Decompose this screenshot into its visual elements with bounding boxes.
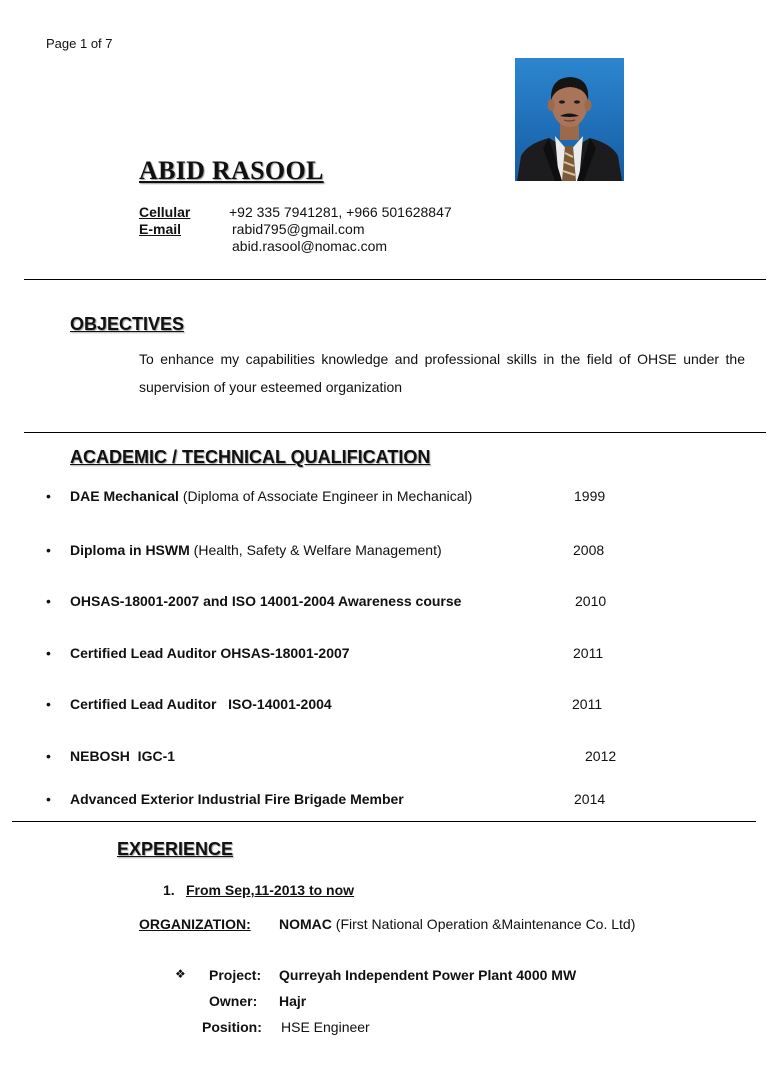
- qualification-item: [70, 488, 472, 504]
- experience-period: From Sep,11-2013 to now: [186, 882, 355, 898]
- objectives-heading: OBJECTIVES: [70, 314, 185, 334]
- list-bullet: •: [46, 748, 51, 764]
- email-value-secondary[interactable]: abid.rasool@nomac.com: [232, 238, 388, 254]
- experience-heading: EXPERIENCE: [117, 839, 234, 859]
- organization-value: [279, 916, 635, 932]
- owner-label: Owner:: [209, 993, 258, 1009]
- qualification-title: Certified Lead Auditor ISO-14001-2004: [70, 696, 332, 712]
- qualification-year: 2010: [575, 593, 607, 609]
- qualification-year: 2008: [573, 542, 605, 558]
- page-indicator: Page 1 of 7: [46, 36, 113, 51]
- list-bullet: •: [46, 593, 51, 609]
- qualification-detail: (Diploma of Associate Engineer in Mechanical): [178, 488, 473, 504]
- divider-header: [24, 279, 766, 280]
- qualification-detail: (Health, Safety & Welfare Management): [189, 542, 442, 558]
- qualification-item: [70, 696, 332, 712]
- qualification-item: [70, 748, 175, 764]
- list-bullet: •: [46, 542, 51, 558]
- project-marker-icon: ❖: [175, 967, 186, 981]
- list-bullet: •: [46, 696, 51, 712]
- divider-objectives: [24, 432, 766, 433]
- qualification-year: 1999: [574, 488, 606, 504]
- owner-value: Hajr: [279, 993, 307, 1009]
- qualification-item: [70, 645, 350, 661]
- qualification-year: 2011: [573, 645, 604, 661]
- email-label: E-mail: [139, 221, 182, 237]
- project-value: Qurreyah Independent Power Plant 4000 MW: [279, 967, 577, 983]
- qualification-title: Certified Lead Auditor OHSAS-18001-2007: [70, 645, 350, 661]
- qualification-heading: ACADEMIC / TECHNICAL QUALIFICATION: [70, 447, 431, 467]
- qualification-title: OHSAS-18001-2007 and ISO 14001-2004 Awareness course: [70, 593, 462, 609]
- qualification-title: DAE Mechanical: [70, 488, 179, 504]
- candidate-name: ABID RASOOL: [139, 156, 324, 185]
- list-bullet: •: [46, 488, 51, 504]
- qualification-title: Advanced Exterior Industrial Fire Brigade Member: [70, 791, 404, 807]
- list-bullet: •: [46, 791, 51, 807]
- email-value-primary[interactable]: rabid795@gmail.com: [232, 221, 365, 237]
- objectives-text: To enhance my capabilities knowledge and professional skills in the field of OHSE under the supervision of your esteemed organization: [139, 351, 745, 395]
- qualification-title: Diploma in HSWM: [70, 542, 190, 558]
- qualification-year: 2014: [574, 791, 606, 807]
- project-label: Project:: [209, 967, 262, 983]
- divider-qualifications: [12, 821, 756, 822]
- qualification-year: 2012: [585, 748, 617, 764]
- qualification-title: NEBOSH IGC-1: [70, 748, 176, 764]
- qualification-item: [70, 593, 461, 609]
- position-value: HSE Engineer: [281, 1019, 370, 1035]
- cellular-label: Cellular: [139, 204, 191, 220]
- profile-photo: [515, 58, 624, 181]
- portrait-image: [515, 58, 624, 181]
- qualification-item: [70, 542, 442, 558]
- cellular-value: +92 335 7941281, +966 501628847: [229, 204, 452, 220]
- organization-detail: (First National Operation &Maintenance Co. Ltd): [331, 916, 636, 932]
- experience-entry-number: 1.: [163, 882, 175, 898]
- qualification-year: 2011: [572, 696, 603, 712]
- position-label: Position:: [202, 1019, 262, 1035]
- organization-name: NOMAC: [279, 916, 332, 932]
- list-bullet: •: [46, 645, 51, 661]
- organization-label: ORGANIZATION:: [139, 916, 251, 932]
- qualification-item: [70, 791, 404, 807]
